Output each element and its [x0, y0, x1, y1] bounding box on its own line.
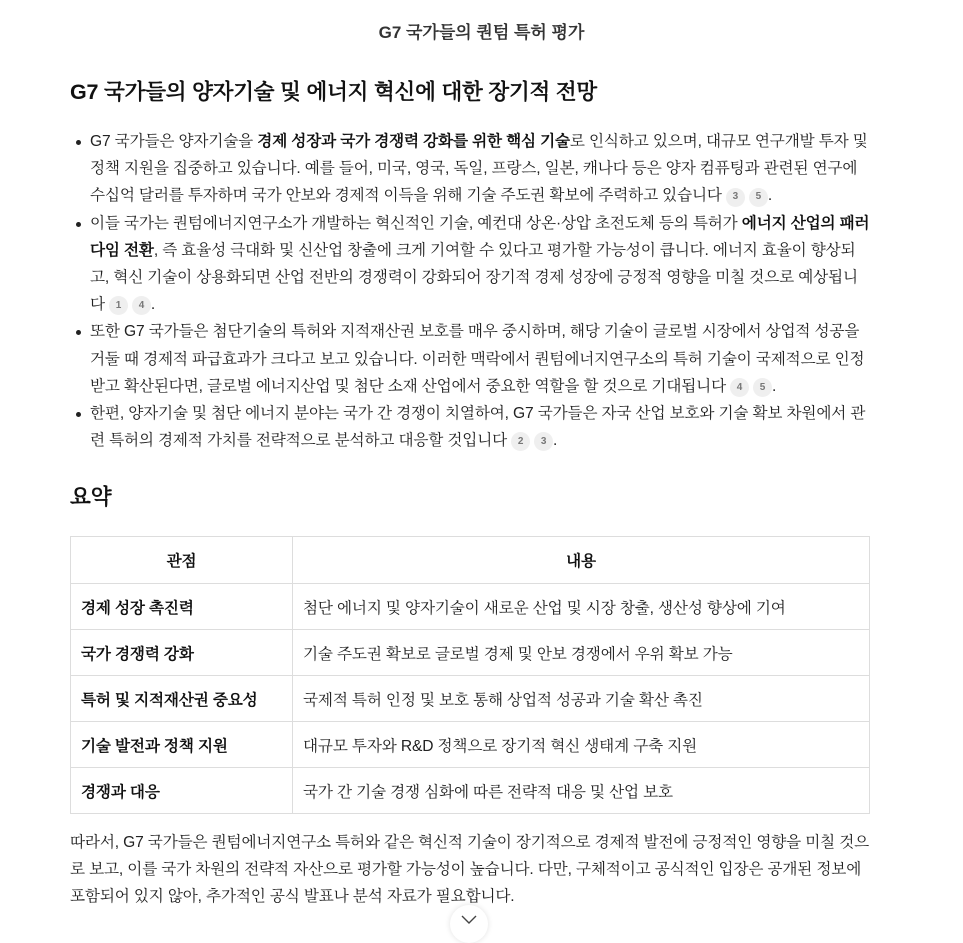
table-cell-content: 국가 간 기술 경쟁 심화에 따른 전략적 대응 및 산업 보호: [293, 768, 870, 814]
table-cell-perspective: 특허 및 지적재산권 중요성: [71, 676, 293, 722]
bullet-text: 이들 국가는 퀀텀에너지연구소가 개발하는 혁신적인 기술, 예컨대 상온·상압 초전도체 등의 특허가: [90, 214, 742, 232]
table-row: [71, 768, 870, 814]
bullet-text: 또한 G7 국가들은 첨단기술의 특허와 지적재산권 보호를 매우 중시하며, 해당 기술이 글로벌 시장에서 상업적 성공을 거둘 때 경제적 파급효과가 크다고 보고 있습니다. 이러한 맥락에서 퀀텀에너지연구소의 특허 기술이 국제적으로 인정받고 확산된다면, 글로벌 에너지산업 및 첨단 소재 산업에서 중요한 역할을 할 것으로 기대됩니다: [90, 323, 865, 395]
table-row: [71, 722, 870, 768]
bullet-text: .: [553, 432, 558, 450]
citation-badge[interactable]: 3: [726, 188, 745, 207]
list-item: [90, 210, 870, 319]
table-row: [71, 676, 870, 722]
citation-badge[interactable]: 1: [109, 296, 128, 315]
bullet-text: 한편, 양자기술 및 첨단 에너지 분야는 국가 간 경쟁이 치열하여, G7 국가들은 자국 산업 보호와 기술 확보 차원에서 관련 특허의 경제적 가치를 전략적으로 분석하고 대응할 것입니다: [90, 405, 866, 450]
table-row: [71, 630, 870, 676]
bullet-text: .: [772, 377, 777, 395]
table-cell-perspective: 경쟁과 대응: [71, 768, 293, 814]
list-item: [90, 400, 870, 454]
table-cell-content: 국제적 특허 인정 및 보호 통해 상업적 성공과 기술 확산 촉진: [293, 676, 870, 722]
table-cell-content: 대규모 투자와 R&D 정책으로 장기적 혁신 생태계 구축 지원: [293, 722, 870, 768]
table-header-row: [71, 537, 870, 584]
table-cell-content: 기술 주도권 확보로 글로벌 경제 및 안보 경쟁에서 우위 확보 가능: [293, 630, 870, 676]
citation-badge[interactable]: 3: [534, 432, 553, 451]
citation-badge[interactable]: 5: [753, 378, 772, 397]
citation-badge[interactable]: 2: [511, 432, 530, 451]
column-header-perspective: 관점: [71, 537, 293, 584]
scroll-to-bottom-button[interactable]: [450, 905, 488, 943]
bullet-bold-text: 경제 성장과 국가 경쟁력 강화를 위한 핵심 기술: [257, 133, 570, 150]
conclusion-paragraph: 따라서, G7 국가들은 퀀텀에너지연구소 특허와 같은 혁신적 기술이 장기적으로 경제적 발전에 긍정적인 영향을 미칠 것으로 보고, 이를 국가 차원의 전략적 자산으로 평가할 가능성이 높습니다. 다만, 구체적이고 공식적인 입장은 공개된 정보에 포함되어 있지 않아, 추가적인 공식 발표나 분석 자료가 필요합니다.: [70, 834, 870, 906]
table-row: [71, 584, 870, 630]
bullet-text: .: [767, 187, 773, 205]
summary-table: [70, 536, 870, 814]
list-item: [90, 318, 870, 400]
citation-badge[interactable]: 5: [749, 188, 768, 207]
top-bar: [0, 0, 963, 58]
chevron-down-icon: [461, 915, 477, 925]
bullet-list: [70, 128, 870, 454]
bullet-bold-text: 에너지 산업의 패러다임 전환: [90, 214, 870, 259]
column-header-content: 내용: [293, 537, 870, 584]
bullet-text: .: [150, 296, 156, 314]
table-cell-perspective: 경제 성장 촉진력: [71, 584, 293, 630]
table-cell-perspective: 국가 경쟁력 강화: [71, 630, 293, 676]
bullet-text: 로 인식하고 있으며, 대규모 연구개발 투자 및 정책 지원을 집중하고 있습니다. 예를 들어, 미국, 영국, 독일, 프랑스, 일본, 캐나다 등은 양자 컴퓨팅과 관련된 연구에 수십억 달러를 투자하며 국가 안보와 경제적 이득을 위해 기술 주도권 확보에 주력하고 있습니다: [90, 133, 868, 205]
citation-badge[interactable]: 4: [132, 296, 151, 315]
citation-badge[interactable]: 4: [730, 378, 749, 397]
answer-content: [70, 72, 870, 906]
bullet-text: , 즉 효율성 극대화 및 신산업 창출에 크게 기여할 수 있다고 평가할 가능성이 큽니다. 에너지 효율이 향상되고, 혁신 기술이 상용화되면 산업 전반의 경쟁력이 강화되어 장기적 경제 성장에 긍정적 영향을 미칠 것으로 예상됩니다: [90, 241, 858, 314]
list-item: [90, 128, 870, 210]
table-cell-perspective: 기술 발전과 정책 지원: [71, 722, 293, 768]
bullet-text: G7 국가들은 양자기술을: [90, 133, 258, 150]
conversation-title: G7 국가들의 퀀텀 특허 평가: [378, 22, 585, 42]
table-cell-content: 첨단 에너지 및 양자기술이 새로운 산업 및 시장 창출, 생산성 향상에 기여: [293, 584, 870, 630]
summary-heading: 요약: [70, 485, 112, 509]
page-heading: G7 국가들의 양자기술 및 에너지 혁신에 대한 장기적 전망: [70, 80, 597, 104]
